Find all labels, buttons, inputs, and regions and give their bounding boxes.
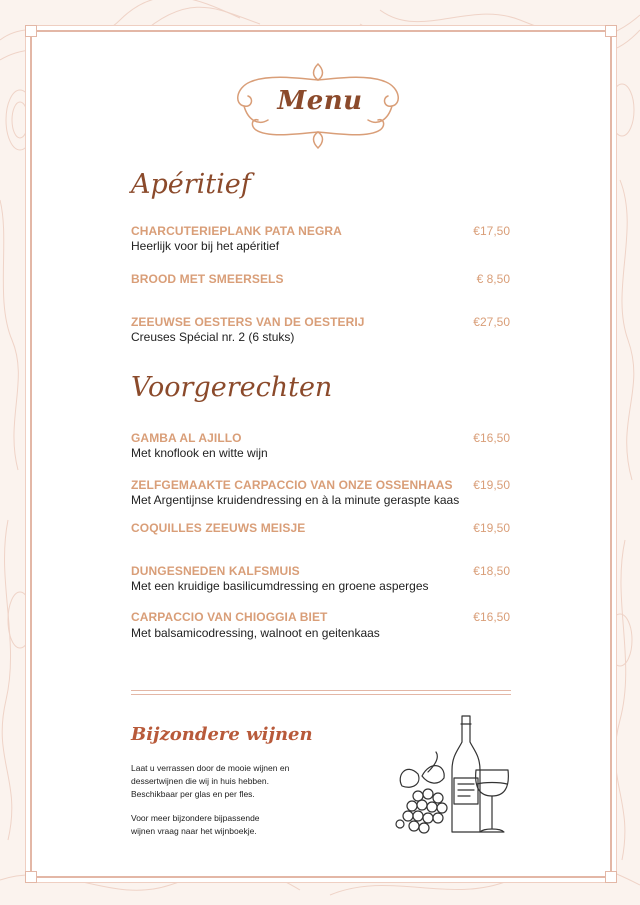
menu-item-price: €16,50 <box>473 610 510 624</box>
section-title-aperitief: Apéritief <box>131 169 251 200</box>
wines-text-line: Beschikbaar per glas en per fles. <box>131 789 255 799</box>
menu-card <box>30 30 612 878</box>
menu-item-price: €19,50 <box>473 521 510 535</box>
corner-ornament <box>25 25 37 37</box>
menu-item-description: Met balsamicodressing, walnoot en geitenkaas <box>131 626 380 640</box>
corner-ornament <box>605 25 617 37</box>
wines-text-line: Voor meer bijzondere bijpassende <box>131 813 260 823</box>
menu-item-description: Met knoflook en witte wijn <box>131 446 268 460</box>
menu-item-name: GAMBA AL AJILLO <box>131 431 242 445</box>
corner-ornament <box>605 871 617 883</box>
menu-item-price: €27,50 <box>473 315 510 329</box>
menu-item-description: Met een kruidige basilicumdressing en groene asperges <box>131 579 429 593</box>
menu-item-name: CHARCUTERIEPLANK PATA NEGRA <box>131 224 342 238</box>
wines-title: Bijzondere wijnen <box>131 724 313 745</box>
menu-item-name: BROOD MET SMEERSELS <box>131 272 284 286</box>
menu-item-name: COQUILLES ZEEUWS MEISJE <box>131 521 306 535</box>
wines-paragraph <box>131 812 331 838</box>
menu-item-price: €16,50 <box>473 431 510 445</box>
wine-bottle-glass-grapes-illustration <box>388 712 514 840</box>
menu-item-name: CARPACCIO VAN CHIOGGIA BIET <box>131 610 328 624</box>
divider-line <box>131 694 511 695</box>
menu-item-name: DUNGESNEDEN KALFSMUIS <box>131 564 300 578</box>
menu-item-name: ZELFGEMAAKTE CARPACCIO VAN ONZE OSSENHAAS <box>131 478 453 492</box>
menu-item-price: € 8,50 <box>476 272 510 286</box>
menu-item-price: €19,50 <box>473 478 510 492</box>
menu-item-description: Heerlijk voor bij het apéritief <box>131 239 280 253</box>
menu-item-price: €17,50 <box>473 224 510 238</box>
menu-item-price: €18,50 <box>473 564 510 578</box>
section-title-voorgerechten: Voorgerechten <box>131 372 333 403</box>
wines-text-line: wijnen vraag naar het wijnboekje. <box>131 826 257 836</box>
menu-item-name: ZEEUWSE OESTERS VAN DE OESTERIJ <box>131 315 365 329</box>
corner-ornament <box>25 871 37 883</box>
menu-title: Menu <box>277 86 363 116</box>
divider-line <box>131 690 511 691</box>
wines-paragraph <box>131 762 331 801</box>
menu-item-description: Met Argentijnse kruidendressing en à la minute geraspte kaas <box>131 493 460 507</box>
wines-text-line: dessertwijnen die wij in huis hebben. <box>131 776 269 786</box>
wines-text-line: Laat u verrassen door de mooie wijnen en <box>131 763 290 773</box>
menu-item-description: Creuses Spécial nr. 2 (6 stuks) <box>131 330 295 344</box>
